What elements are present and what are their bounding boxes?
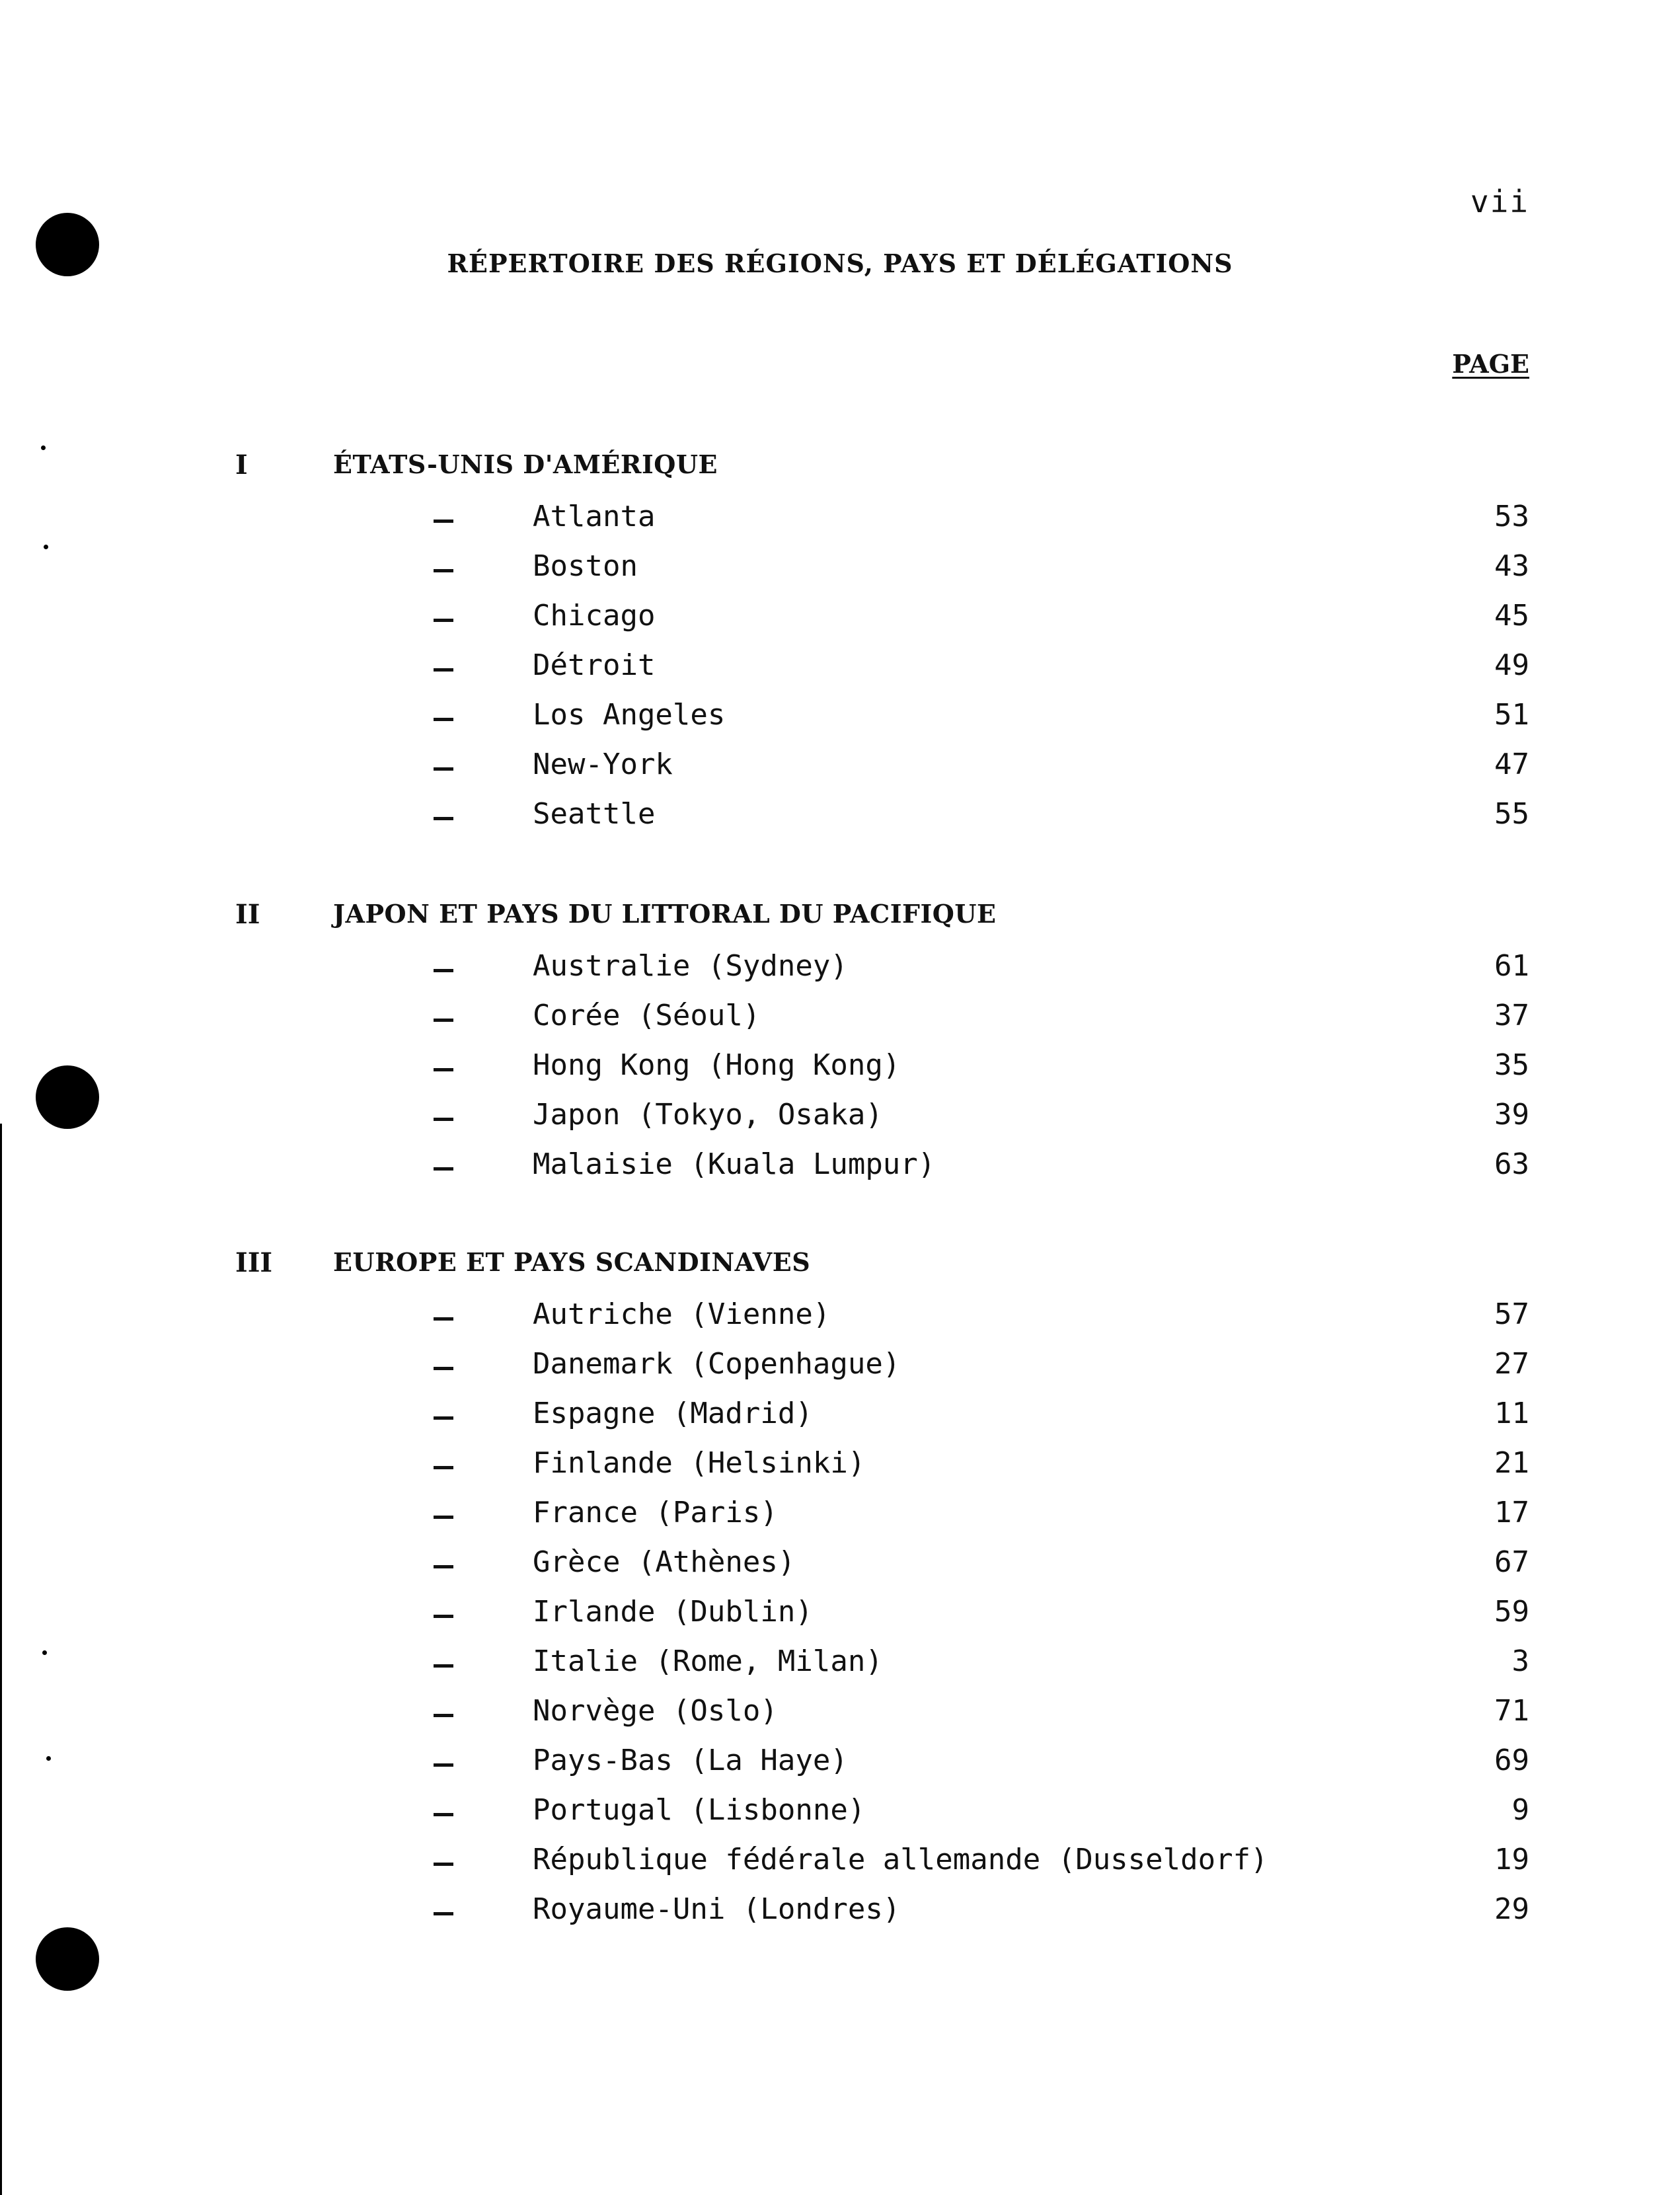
entry-page: 29	[1494, 1892, 1529, 1926]
entry-page: 17	[1494, 1496, 1529, 1529]
entry-page: 61	[1494, 949, 1529, 983]
entry-label: Irlande (Dublin)	[533, 1595, 813, 1629]
entry-label: France (Paris)	[533, 1496, 778, 1529]
entry-label: Corée (Séoul)	[533, 999, 761, 1032]
dash-mark	[434, 1068, 453, 1071]
dash-mark	[434, 619, 453, 622]
section-title: EUROPE ET PAYS SCANDINAVES	[333, 1247, 811, 1277]
dash-mark	[434, 520, 453, 523]
dash-mark	[434, 1019, 453, 1022]
toc-entry[interactable]	[0, 500, 1680, 549]
toc-entry[interactable]	[0, 1397, 1680, 1446]
toc-entry[interactable]	[0, 549, 1680, 599]
entry-label: Finlande (Helsinki)	[533, 1446, 866, 1480]
entry-page: 69	[1494, 1744, 1529, 1777]
toc-entry[interactable]	[0, 1098, 1680, 1147]
entry-page: 39	[1494, 1098, 1529, 1132]
entry-page: 51	[1494, 698, 1529, 732]
dash-mark	[434, 767, 453, 771]
dash-mark	[434, 1565, 453, 1568]
entry-page: 71	[1494, 1694, 1529, 1728]
entry-page: 49	[1494, 648, 1529, 682]
entry-label: Italie (Rome, Milan)	[533, 1644, 883, 1678]
entry-label: Autriche (Vienne)	[533, 1297, 831, 1331]
dash-mark	[434, 1317, 453, 1321]
toc-entry[interactable]	[0, 599, 1680, 648]
toc-entry[interactable]	[0, 1892, 1680, 1942]
entry-label: République fédérale allemande (Dusseldorf)	[533, 1843, 1268, 1876]
entry-label: Boston	[533, 549, 638, 583]
section-numeral: II	[235, 899, 260, 930]
entry-page: 53	[1494, 500, 1529, 533]
entry-page: 27	[1494, 1347, 1529, 1381]
toc-entry[interactable]	[0, 1446, 1680, 1496]
page-title: RÉPERTOIRE DES RÉGIONS, PAYS ET DÉLÉGATIONS	[447, 249, 1233, 278]
toc-entry[interactable]	[0, 1843, 1680, 1892]
entry-label: Détroit	[533, 648, 656, 682]
entry-page: 63	[1494, 1147, 1529, 1181]
dash-mark	[434, 1912, 453, 1915]
dash-mark	[434, 1813, 453, 1816]
entry-page: 55	[1494, 797, 1529, 831]
dash-mark	[434, 1714, 453, 1717]
entry-page: 45	[1494, 599, 1529, 633]
dash-mark	[434, 969, 453, 972]
entry-label: Pays-Bas (La Haye)	[533, 1744, 848, 1777]
section-numeral: III	[235, 1247, 273, 1278]
toc-entry[interactable]	[0, 1545, 1680, 1595]
toc-entry[interactable]	[0, 1048, 1680, 1098]
dash-mark	[434, 1763, 453, 1767]
entry-label: Atlanta	[533, 500, 656, 533]
section-header	[0, 449, 1680, 500]
entry-page: 9	[1511, 1793, 1529, 1827]
dash-mark	[434, 817, 453, 820]
toc-entry[interactable]	[0, 1147, 1680, 1197]
dash-mark	[434, 1615, 453, 1618]
section-header	[0, 899, 1680, 949]
dash-mark	[434, 1118, 453, 1121]
section-header	[0, 1247, 1680, 1297]
entry-page: 3	[1511, 1644, 1529, 1678]
entry-page: 59	[1494, 1595, 1529, 1629]
dash-mark	[434, 718, 453, 721]
entry-page: 37	[1494, 999, 1529, 1032]
section-title: ÉTATS-UNIS D'AMÉRIQUE	[333, 449, 718, 479]
entry-label: Hong Kong (Hong Kong)	[533, 1048, 901, 1082]
dash-mark	[434, 1167, 453, 1171]
entry-label: New-York	[533, 748, 673, 781]
toc-entry[interactable]	[0, 797, 1680, 847]
entry-page: 35	[1494, 1048, 1529, 1082]
section-europe-scandinavie	[0, 1247, 1680, 1942]
toc-entry[interactable]	[0, 1793, 1680, 1843]
toc-entry[interactable]	[0, 1694, 1680, 1744]
entry-label: Malaisie (Kuala Lumpur)	[533, 1147, 936, 1181]
entry-label: Royaume-Uni (Londres)	[533, 1892, 901, 1926]
entry-label: Seattle	[533, 797, 656, 831]
entry-label: Los Angeles	[533, 698, 726, 732]
toc-entry[interactable]	[0, 698, 1680, 748]
dash-mark	[434, 1516, 453, 1519]
entry-page: 47	[1494, 748, 1529, 781]
entry-label: Grèce (Athènes)	[533, 1545, 796, 1579]
dash-mark	[434, 1664, 453, 1668]
dash-mark	[434, 1466, 453, 1469]
entry-label: Danemark (Copenhague)	[533, 1347, 901, 1381]
toc-entry[interactable]	[0, 1744, 1680, 1793]
section-title: JAPON ET PAYS DU LITTORAL DU PACIFIQUE	[333, 899, 997, 929]
toc-entry[interactable]	[0, 648, 1680, 698]
toc-entry[interactable]	[0, 748, 1680, 797]
entry-page: 19	[1494, 1843, 1529, 1876]
entry-page: 43	[1494, 549, 1529, 583]
page-number: vii	[1470, 184, 1529, 219]
entry-label: Espagne (Madrid)	[533, 1397, 813, 1430]
entry-page: 21	[1494, 1446, 1529, 1480]
entry-page: 57	[1494, 1297, 1529, 1331]
dash-mark	[434, 668, 453, 672]
toc-entry[interactable]	[0, 1297, 1680, 1347]
dash-mark	[434, 569, 453, 572]
dash-mark	[434, 1367, 453, 1370]
entry-label: Norvège (Oslo)	[533, 1694, 778, 1728]
section-japon-pacifique	[0, 899, 1680, 1197]
entry-page: 67	[1494, 1545, 1529, 1579]
section-numeral: I	[235, 449, 248, 481]
toc-entry[interactable]	[0, 1644, 1680, 1694]
entry-label: Australie (Sydney)	[533, 949, 848, 983]
toc-entry[interactable]	[0, 1496, 1680, 1545]
dash-mark	[434, 1416, 453, 1420]
toc-entry[interactable]	[0, 1347, 1680, 1397]
page-column-header: PAGE	[1452, 349, 1529, 379]
entry-label: Japon (Tokyo, Osaka)	[533, 1098, 883, 1132]
toc-entry[interactable]	[0, 999, 1680, 1048]
entry-page: 11	[1494, 1397, 1529, 1430]
section-etats-unis	[0, 449, 1680, 847]
entry-label: Chicago	[533, 599, 656, 633]
entry-label: Portugal (Lisbonne)	[533, 1793, 866, 1827]
toc-entry[interactable]	[0, 1595, 1680, 1644]
dash-mark	[434, 1863, 453, 1866]
toc-entry[interactable]	[0, 949, 1680, 999]
